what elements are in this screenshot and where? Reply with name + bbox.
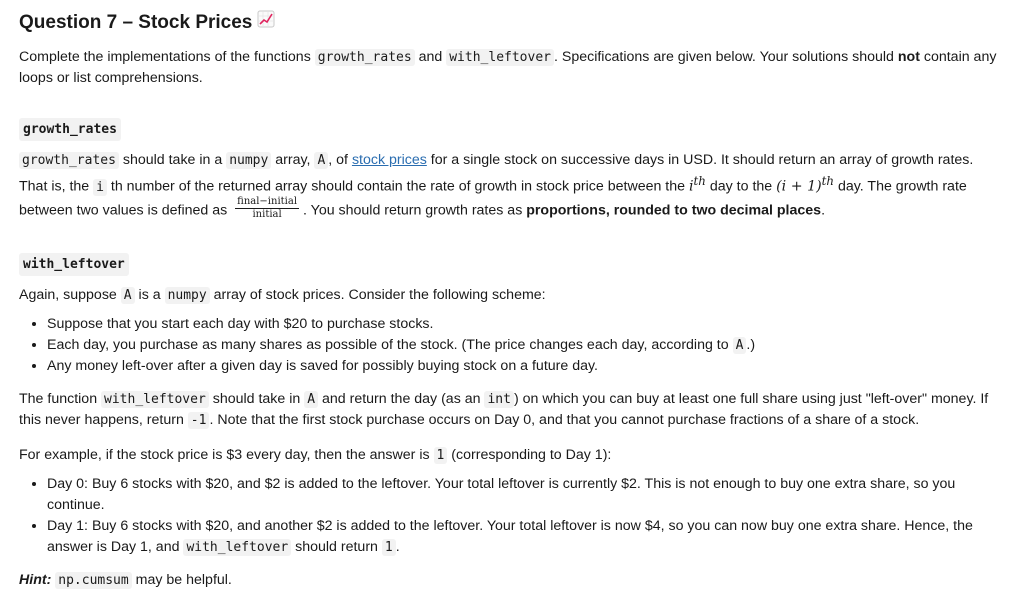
list-item bbox=[47, 335, 1004, 356]
intro-text-3: . Specifications are given below. Your solutions should bbox=[553, 49, 898, 65]
text: for a single stock on successive days in USD. It should return an array of growth rates. That is, the bbox=[19, 152, 974, 195]
inline-code: 1 bbox=[382, 539, 396, 556]
inline-code: A bbox=[304, 391, 318, 408]
hint-label: Hint: bbox=[19, 571, 52, 588]
intro-text-1: Complete the implementations of the functions bbox=[19, 49, 315, 65]
text: should take in bbox=[208, 390, 305, 407]
hint-paragraph bbox=[19, 570, 1004, 591]
list-item-text: should return bbox=[291, 538, 382, 555]
section-heading-code: growth_rates bbox=[19, 118, 121, 141]
inline-code: A bbox=[733, 337, 747, 354]
intro-paragraph bbox=[19, 47, 1004, 89]
list-item bbox=[47, 356, 1004, 377]
text: . Note that the first stock purchase occurs on Day 0, and that you cannot purchase fractions of a share of a stock. bbox=[209, 411, 920, 428]
math-i: i bbox=[688, 178, 694, 195]
text: . You should return growth rates as bbox=[303, 201, 527, 218]
inline-code: with_leftover bbox=[101, 391, 209, 408]
inline-code: A bbox=[314, 152, 328, 169]
math-superscript: th bbox=[821, 174, 835, 188]
list-item-text: Any money left-over after a given day is saved for possibly buying stock on a future day. bbox=[47, 357, 598, 374]
inline-code: numpy bbox=[165, 287, 210, 304]
list-item bbox=[47, 314, 1004, 335]
bold-text: not bbox=[897, 49, 920, 65]
text: (corresponding to Day 1): bbox=[447, 446, 612, 463]
inline-code: with_leftover bbox=[446, 49, 554, 66]
inline-code: A bbox=[121, 287, 135, 304]
with-leftover-paragraph-2 bbox=[19, 389, 1004, 431]
list-item-text: Day 0: Buy 6 stocks with $20, and $2 is added to the leftover. Your total leftover is currently $2. This is not enough to buy one extra share, so you continue. bbox=[47, 475, 956, 513]
text: day. The growth rate between two values is defined as bbox=[19, 178, 967, 218]
inline-code: with_leftover bbox=[183, 539, 291, 556]
list-item-text: .) bbox=[746, 336, 756, 353]
fraction-denominator: initial bbox=[252, 208, 282, 220]
list-item bbox=[47, 516, 1004, 558]
text: , of bbox=[328, 152, 352, 168]
list-item bbox=[47, 474, 1004, 516]
chart-increasing-icon bbox=[257, 10, 275, 35]
bold-text: proportions, rounded to two decimal places bbox=[526, 201, 822, 218]
text: and return the day (as an bbox=[318, 390, 485, 407]
with-leftover-heading bbox=[19, 253, 1004, 276]
inline-code: 1 bbox=[434, 447, 448, 464]
intro-text-2: and bbox=[414, 49, 447, 65]
growth-rate-fraction bbox=[235, 196, 299, 221]
text: array, bbox=[271, 152, 315, 168]
text: Again, suppose bbox=[19, 286, 121, 303]
inline-code: -1 bbox=[188, 412, 210, 429]
text: ) on which you can buy at least one full share using just "left-over" money. If this never happens, return bbox=[19, 390, 989, 428]
list-item-text: Day 1: Buy 6 stocks with $20, and another $2 is added to the leftover. Your total leftover is now $4, so you can now buy one extra share. Hence, the answer is Day 1, and bbox=[47, 517, 973, 555]
inline-code: np.cumsum bbox=[55, 572, 131, 589]
math-superscript: th bbox=[693, 174, 706, 188]
text: should take in a bbox=[118, 152, 227, 168]
section-heading-code: with_leftover bbox=[19, 253, 129, 276]
growth-rates-heading bbox=[19, 118, 1004, 141]
text: is a bbox=[134, 286, 165, 303]
scheme-list bbox=[19, 314, 1004, 377]
inline-code: numpy bbox=[226, 152, 271, 169]
example-list bbox=[19, 474, 1004, 558]
list-item-text: Each day, you purchase as many shares as possible of the stock. (The price changes each day, according to bbox=[47, 336, 733, 353]
growth-rates-paragraph bbox=[19, 150, 1004, 223]
inline-code: growth_rates bbox=[315, 49, 415, 66]
inline-code: growth_rates bbox=[19, 152, 119, 169]
with-leftover-paragraph-1 bbox=[19, 285, 1004, 306]
stock-prices-link[interactable]: stock prices bbox=[351, 152, 427, 168]
math-i-plus-1: (i + 1) bbox=[776, 178, 822, 195]
inline-code: int bbox=[484, 391, 513, 408]
text: . bbox=[821, 201, 826, 218]
text: th number of the returned array should contain the rate of growth in stock price between the bbox=[106, 178, 689, 195]
text: The function bbox=[19, 390, 102, 407]
question-title-text: Question 7 – Stock Prices bbox=[19, 11, 253, 33]
list-item-text: . bbox=[395, 538, 400, 555]
text: For example, if the stock price is $3 every day, then the answer is bbox=[19, 446, 434, 463]
intro-text-4: contain any loops or list comprehensions. bbox=[19, 49, 997, 86]
list-item-text: Suppose that you start each day with $20 to purchase stocks. bbox=[47, 315, 434, 332]
inline-code: i bbox=[93, 179, 107, 196]
question-title bbox=[19, 10, 1004, 35]
with-leftover-paragraph-3 bbox=[19, 445, 1004, 466]
fraction-numerator: final−initial bbox=[237, 195, 298, 207]
text: array of stock prices. Consider the following scheme: bbox=[209, 286, 546, 303]
text: day to the bbox=[705, 178, 777, 195]
hint-text: may be helpful. bbox=[131, 571, 232, 588]
